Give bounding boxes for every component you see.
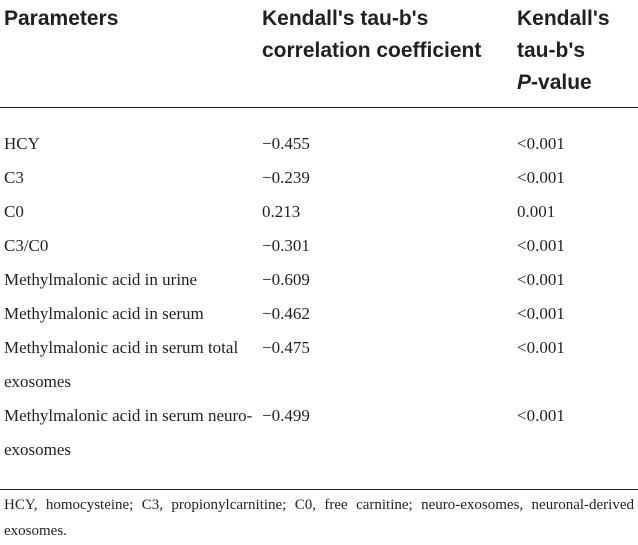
- coefficient-cell: −0.462: [262, 304, 310, 323]
- table-row: [0, 297, 638, 331]
- header-p-value-line1: Kendall's tau-b's: [517, 7, 610, 62]
- parameter-cell: HCY: [4, 134, 40, 153]
- pvalue-cell: <0.001: [517, 134, 565, 153]
- parameter-cell: Methylmalonic acid in serum: [4, 304, 204, 323]
- table-header: [0, 0, 638, 108]
- pvalue-cell: <0.001: [517, 304, 565, 323]
- coefficient-cell: −0.609: [262, 270, 310, 289]
- table-row: [0, 263, 638, 297]
- parameter-cell: C3/C0: [4, 236, 49, 255]
- header-p-value: [513, 0, 638, 108]
- header-correlation-coefficient: Kendall's tau-b's correlation coefficient: [262, 7, 482, 62]
- coefficient-cell: −0.455: [262, 134, 310, 153]
- coefficient-cell: −0.239: [262, 168, 310, 187]
- table-row: [0, 331, 638, 399]
- coefficient-cell: −0.499: [262, 406, 310, 425]
- parameter-cell: Methylmalonic acid in serum neuro-exosomes: [4, 406, 253, 459]
- table-row: [0, 399, 638, 475]
- parameter-cell: Methylmalonic acid in urine: [4, 270, 198, 289]
- pvalue-cell: <0.001: [517, 236, 565, 255]
- table-row: [0, 108, 638, 162]
- table-body: [0, 108, 638, 476]
- footnote-divider: [0, 489, 638, 490]
- coefficient-cell: −0.301: [262, 236, 310, 255]
- pvalue-cell: <0.001: [517, 270, 565, 289]
- table-row: [0, 195, 638, 229]
- table-row: [0, 161, 638, 195]
- parameter-cell: C3: [4, 168, 24, 187]
- pvalue-cell: 0.001: [517, 202, 556, 221]
- coefficient-cell: −0.475: [262, 338, 310, 357]
- parameter-cell: Methylmalonic acid in serum total exosomes: [4, 338, 239, 391]
- header-p-suffix: -value: [531, 71, 592, 94]
- header-row: [0, 0, 638, 108]
- coefficient-cell: 0.213: [262, 202, 301, 221]
- pvalue-cell: <0.001: [517, 338, 565, 357]
- pvalue-cell: <0.001: [517, 406, 565, 425]
- pvalue-cell: <0.001: [517, 168, 565, 187]
- parameter-cell: C0: [4, 202, 24, 221]
- header-p-letter: P: [517, 71, 532, 94]
- table-footnote: HCY, homocysteine; C3, propionylcarnitine; C0, free carnitine; neuro-exosomes, neuronal-derived exosomes.: [4, 497, 634, 539]
- table-row: [0, 229, 638, 263]
- header-parameters: Parameters: [4, 7, 119, 30]
